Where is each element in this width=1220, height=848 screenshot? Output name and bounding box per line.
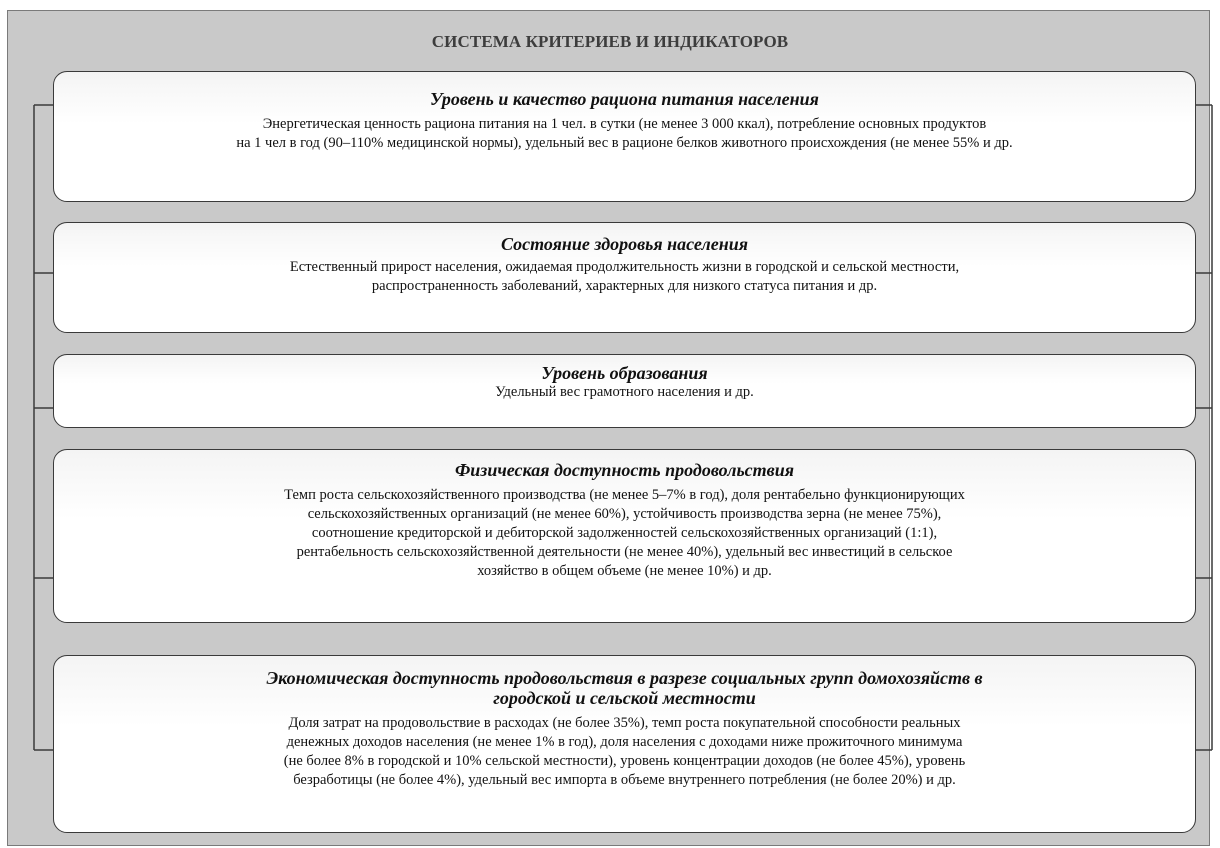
- text-line: сельскохозяйственных организаций (не менее 60%), устойчивость производства зерна (не менее 75%),: [307, 506, 942, 522]
- text-line: Доля затрат на продовольствие в расходах (не более 35%), темп роста покупательной способности реальных: [288, 715, 961, 731]
- text-line: Удельный вес грамотного населения и др.: [495, 384, 754, 400]
- block-health: [53, 222, 1196, 333]
- block-economic-access-heading: [64, 668, 1185, 708]
- text-line: хозяйство в общем объеме (не менее 10%) и др.: [477, 563, 772, 579]
- block-economic-access: [53, 655, 1196, 833]
- text-line: денежных доходов населения (не менее 1% в год), доля населения с доходами ниже прожиточного минимума: [286, 734, 963, 750]
- text-line: соотношение кредиторской и дебиторской задолженностей сельскохозяйственных организаций (1:1),: [311, 525, 938, 541]
- text-line: распространенность заболеваний, характерных для низкого статуса питания и др.: [371, 278, 878, 294]
- block-physical-access-text: [64, 486, 1185, 581]
- text-line: (не более 8% в городской и 10% сельской местности), уровень концентрации доходов (не более 45%), уровень: [283, 753, 966, 769]
- block-nutrition: [53, 71, 1196, 202]
- block-economic-access-text: [64, 714, 1185, 790]
- block-physical-access: [53, 449, 1196, 623]
- block-health-text: [64, 258, 1185, 296]
- text-line: Темп роста сельскохозяйственного производства (не менее 5–7% в год), доля рентабельно функционирующих: [284, 487, 965, 503]
- block-nutrition-text: [64, 115, 1185, 153]
- block-education: [53, 354, 1196, 428]
- text-line: Энергетическая ценность рациона питания на 1 чел. в сутки (не менее 3 000 ккал), потребление основных продуктов: [262, 116, 987, 132]
- text-line: Естественный прирост населения, ожидаемая продолжительность жизни в городской и сельской местности,: [289, 259, 960, 275]
- text-line: на 1 чел в год (90–110% медицинской нормы), удельный вес в рационе белков животного происхождения (не менее 55% и др.: [236, 135, 1013, 151]
- block-physical-access-heading: Физическая доступность продовольствия: [454, 460, 794, 480]
- diagram-title: СИСТЕМА КРИТЕРИЕВ И ИНДИКАТОРОВ: [431, 32, 789, 51]
- block-education-text: [64, 383, 1185, 402]
- block-education-heading: Уровень образования: [541, 363, 708, 383]
- heading-line: Экономическая доступность продовольствия в разрезе социальных групп домохозяйств в: [266, 668, 983, 688]
- block-health-heading: Состояние здоровья населения: [501, 234, 748, 254]
- block-nutrition-heading: Уровень и качество рациона питания населения: [430, 89, 819, 109]
- heading-line: городской и сельской местности: [493, 688, 756, 708]
- text-line: безработицы (не более 4%), удельный вес импорта в объеме внутреннего потребления (не более 20%) и др.: [293, 772, 956, 788]
- text-line: рентабельность сельскохозяйственной деятельности (не менее 40%), удельный вес инвестиций в сельское: [296, 544, 953, 560]
